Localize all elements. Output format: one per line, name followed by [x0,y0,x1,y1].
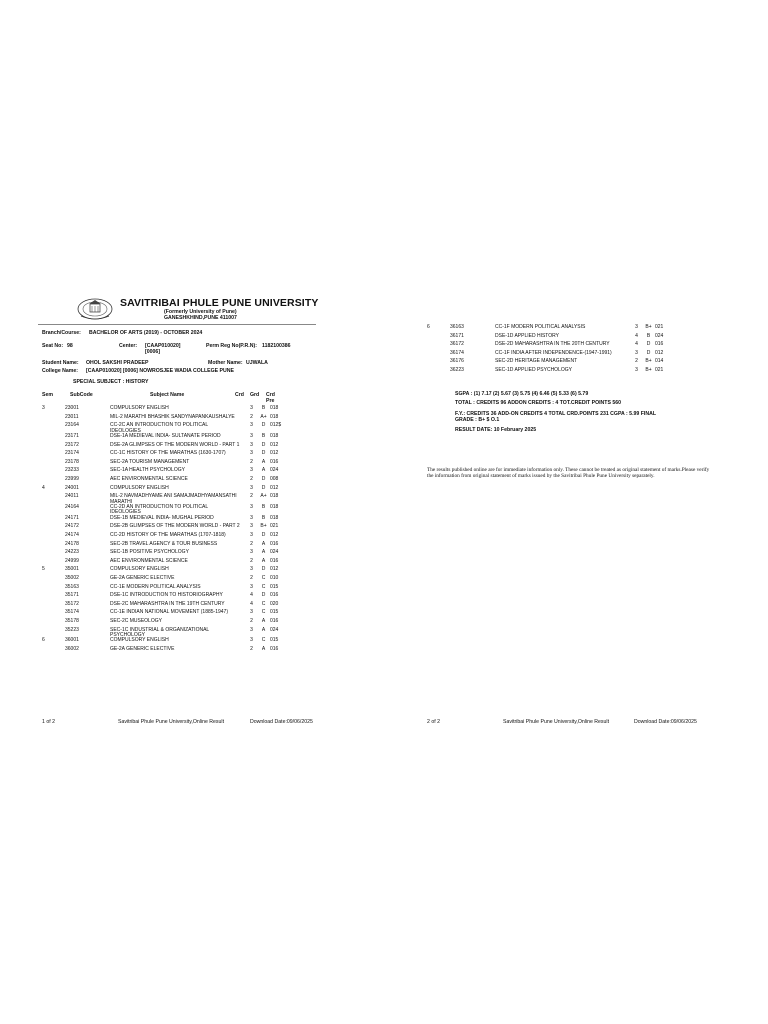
credit-points-cell: 024 [270,467,279,474]
grade-cell: A [261,549,266,556]
grade-cell: B [261,514,266,521]
col-crdpre-2: Pre [266,397,275,404]
grade-cell: B [261,405,266,411]
subject-code-cell: 24174 [65,531,79,538]
subject-name-cell: SEC-1B POSITIVE PSYCHOLOGY [110,549,189,556]
credit-points-cell: 015 [270,583,279,590]
mother-value: UJWALA [246,360,268,366]
marks-table-page-2 [427,325,669,377]
subject-code-cell: 23174 [65,450,79,457]
semester-cell [42,477,65,486]
credit-points-cell: 021 [270,523,279,530]
credits-cell: 3 [250,450,253,457]
university-subtitle [164,309,237,321]
grade-cell: D [261,475,266,482]
subject-name-cell: CC-2D AN INTRODUCTION TO POLITICAL IDEOLOGIES [110,503,208,516]
credit-points-cell: 012 [270,566,279,573]
credit-points-cell: 010 [270,574,279,581]
col-sem: Sem [42,392,53,398]
prn-value: 1182100386 [262,343,291,349]
subject-code-cell: 24011 [65,493,79,500]
student-value: OHOL SAKSHI PRADEEP [86,360,149,366]
credits-cell: 3 [250,549,253,556]
university-name: SAVITRIBAI PHULE PUNE UNIVERSITY [120,297,319,309]
semester-cell [42,628,65,639]
grade-cell: D [261,592,266,599]
credits-cell: 2 [250,645,253,652]
semester-cell [42,610,65,619]
total-credits-line: TOTAL : CREDITS 96 ADDON CREDITS : 4 TOT.CREDIT POINTS 560 [455,400,622,406]
credit-points-cell: 018 [270,493,279,500]
center-value: [CAAP010020] [145,343,181,349]
university-formerly: (Formerly University of Pune) [164,309,237,315]
grade-cell: A+ [260,413,267,420]
subject-name-cell: CC-1E INDIAN NATIONAL MOVEMENT (1885-1947) [110,609,228,616]
student-label: Student Name: [42,360,79,366]
grade-cell: A [261,557,266,564]
semester-cell [42,524,65,533]
credits-cell: 3 [250,467,253,474]
footer-page-number: 1 of 2 [42,719,55,725]
subject-name-cell: CC-2C AN INTRODUCTION TO POLITICAL IDEOLOGIES [110,422,208,434]
seat-value: 98 [67,343,73,349]
credits-cell: 2 [250,557,253,564]
subject-code-cell: 23999 [65,475,79,482]
subject-name-cell: DSE-2A GLIMPSES OF THE MODERN WORLD - PART 1 [110,441,240,448]
subject-code-cell: 23172 [65,441,79,448]
subject-name-cell: GE-2A GENERIC ELECTIVE [110,574,175,581]
grade-cell: A [261,458,266,465]
credits-cell: 3 [250,583,253,590]
credits-cell: 2 [250,475,253,482]
university-address: GANESHKHIND,PUNE 411007 [164,315,237,321]
semester-cell [42,550,65,559]
credits-cell: 2 [250,617,253,624]
center-label: Center: [119,343,138,349]
subject-name-cell: COMPULSORY ENGLISH [110,566,169,573]
subject-name-cell: DSE-2B GLIMPSES OF THE MODERN WORLD - PART 2 [110,523,240,530]
grade-cell: B+ [260,523,267,530]
subject-name-cell: AEC ENVIRONMENTAL SCIENCE [110,557,188,564]
credit-points-cell: 016 [270,557,279,564]
table-row [42,647,284,656]
college-value: [CAAP010020] [0006] NOWROSJEE WADIA COLLEGE PUNE [86,368,234,374]
credit-points-cell: 015 [270,637,279,644]
grade-cell: A+ [260,493,267,500]
credit-points-cell: 024 [655,332,664,339]
grade-cell: D [646,341,651,348]
grade-cell: A [261,467,266,474]
grade-cell: A [261,645,266,652]
subject-code-cell: 24001 [65,484,79,491]
subject-name-cell: COMPULSORY ENGLISH [110,637,169,644]
grade-cell: B+ [645,324,652,330]
result-page-2 [384,0,768,1024]
credit-points-cell: 016 [655,341,664,348]
semester-cell [42,593,65,602]
subject-name-cell: DSE-1A MEDIEVAL INDIA- SULTANATE PERIOD [110,433,221,439]
grade-cell: C [261,574,266,581]
col-grd: Grd [250,392,260,398]
credits-cell: 3 [250,609,253,616]
credits-cell: 3 [250,441,253,448]
footer-download-date-2: Download Date:09/06/2025 [634,719,697,725]
col-crdpre [266,393,275,404]
credits-cell: 2 [250,413,253,420]
semester-cell [42,576,65,585]
semester-cell [42,443,65,452]
credit-points-cell: 012$ [270,422,282,429]
credits-cell: 3 [250,566,253,573]
credit-points-cell: 021 [655,366,664,373]
subject-code-cell: 36176 [450,358,464,365]
university-emblem-icon [76,296,114,320]
subject-code-cell: 23001 [65,405,79,411]
grade-cell: A [261,617,266,624]
subject-code-cell: 36174 [450,349,464,356]
semester-cell [42,494,65,505]
branch-label: Branch/Course: [42,330,81,336]
semester-cell [427,351,450,360]
subject-name-cell: DSE-1D APPLIED HISTORY [495,332,560,339]
subject-name-cell: SEC-1C INDUSTRIAL & ORGANIZATIONAL PSYCHOLOGY [110,626,209,638]
subject-code-cell: 24171 [65,514,79,521]
result-date: RESULT DATE: 10 February 2025 [455,427,537,433]
grade-cell: C [261,583,266,590]
grade-cell: B [261,503,266,510]
semester-cell [42,423,65,434]
credit-points-cell: 018 [270,433,279,439]
credits-cell: 4 [635,341,638,348]
grade-cell: A [261,626,266,633]
credit-points-cell: 016 [270,592,279,599]
semester-cell [42,434,65,443]
credits-cell: 2 [250,493,253,500]
subject-name-cell: DSE-1C INTRODUCTION TO HISTORIOGRAPHY [110,592,223,599]
grade-cell: D [261,450,266,457]
grade-cell: B+ [645,358,652,365]
credits-cell: 3 [635,366,638,373]
credit-points-cell: 012 [270,484,279,491]
semester-cell [42,602,65,611]
credits-cell: 3 [250,405,253,411]
grade-cell: D [261,441,266,448]
semester-cell: 5 [42,566,45,573]
subject-code-cell: 36223 [450,366,464,373]
college-label: College Name: [42,368,79,374]
credits-cell: 4 [250,600,253,607]
subject-code-cell: 35172 [65,600,79,607]
credit-points-cell: 014 [655,358,664,365]
semester-cell [42,542,65,551]
credit-points-cell: 012 [270,450,279,457]
credit-points-cell: 018 [270,413,279,420]
semester-cell [42,559,65,568]
subject-code-cell: 36172 [450,341,464,348]
subject-name-cell: CC-1C HISTORY OF THE MARATHAS (1630-1707) [110,450,226,457]
credits-cell: 3 [250,626,253,633]
semester-cell [42,516,65,525]
subject-code-cell: 36001 [65,637,79,644]
subject-name-cell: SEC-1A HEALTH PSYCHOLOGY [110,467,185,474]
credit-points-cell: 016 [270,645,279,652]
credits-cell: 3 [250,422,253,429]
credit-points-cell: 018 [270,503,279,510]
credits-cell: 3 [250,433,253,439]
credit-points-cell: 012 [270,441,279,448]
grade-cell: C [261,609,266,616]
semester-cell: 6 [42,637,45,644]
subject-code-cell: 23178 [65,458,79,465]
credit-points-cell: 008 [270,475,279,482]
credits-cell: 3 [635,324,638,330]
subject-name-cell: MIL-2 NAVMADHYAME ANI SAMAJMADHYAMANSATHI MARATHI [110,493,237,505]
subject-code-cell: 35171 [65,592,79,599]
credit-points-cell: 016 [270,458,279,465]
subject-name-cell: SEC-2C MUSEOLOGY [110,617,162,624]
credit-points-cell: 012 [270,531,279,538]
subject-code-cell: 24999 [65,557,79,564]
grade-cell: D [261,531,266,538]
semester-cell: 4 [42,484,45,491]
grade-cell: D [646,349,651,356]
col-subject: Subject Name [150,392,185,398]
branch-value: BACHELOR OF ARTS (2019) - OCTOBER 2024 [89,330,203,336]
subject-code-cell: 35223 [65,626,79,633]
subject-name-cell: AEC ENVIRONMENTAL SCIENCE [110,475,188,482]
subject-code-cell: 23011 [65,413,79,420]
credits-cell: 2 [635,358,638,365]
credit-points-cell: 016 [270,540,279,547]
subject-code-cell: 36163 [450,324,464,330]
credit-points-cell: 015 [270,609,279,616]
grade-cell: B+ [645,366,652,373]
subject-code-cell: 35174 [65,609,79,616]
subject-name-cell: SEC-2A TOURISM MANAGEMENT [110,458,190,465]
credits-cell: 4 [250,592,253,599]
semester-cell [42,468,65,477]
semester-cell [427,342,450,351]
subject-name-cell: COMPULSORY ENGLISH [110,484,169,491]
credits-cell: 3 [250,523,253,530]
prn-label: Perm Reg No(P.R.N): [206,343,257,349]
footer-download-date: Download Date:09/06/2025 [250,719,313,725]
semester-cell: 6 [427,324,430,330]
credits-cell: 4 [635,332,638,339]
disclaimer-notice: The results published online are for immediate information only. These cannot be treated as original statement of marks.Please verify the information from original statement of marks issued by the Savitribai Phule Pune University separately. [427,467,710,479]
subject-code-cell: 24164 [65,503,79,510]
subject-name-cell: SEC-2B TRAVEL AGENCY & TOUR BUSINESS [110,540,218,547]
subject-code-cell: 35002 [65,574,79,581]
credits-cell: 3 [635,349,638,356]
subject-name-cell: COMPULSORY ENGLISH [110,405,169,411]
semester-cell [42,585,65,594]
subject-name-cell: GE-2A GENERIC ELECTIVE [110,645,175,652]
semester-cell [42,415,65,424]
semester-cell [427,359,450,368]
semester-cell [427,334,450,343]
fy-credits-line: F.Y.: CREDITS 36 ADD-ON CREDITS 4 TOTAL CRD.POINTS 231 CGPA : 5.99 FINAL [455,411,656,417]
final-grade-line: GRADE : B+ $ O.1 [455,417,500,423]
subject-name-cell: DSE-2D MAHARASHTRA IN THE 20TH CENTURY [495,341,610,348]
semester-cell [427,368,450,377]
credits-cell: 3 [250,484,253,491]
subject-name-cell: MIL-2 MARATHI BHASHIK SANDYNAPANKAUSHALYE [110,413,235,420]
credits-cell: 3 [250,531,253,538]
credits-cell: 2 [250,574,253,581]
grade-cell: C [261,600,266,607]
table-row [427,368,669,377]
subject-code-cell: 35001 [65,566,79,573]
grade-cell: A [261,540,266,547]
credits-cell: 3 [250,514,253,521]
credits-cell: 3 [250,503,253,510]
semester-cell [42,647,65,656]
subject-code-cell: 35178 [65,617,79,624]
subject-code-cell: 35163 [65,583,79,590]
subject-code-cell: 24223 [65,549,79,556]
grade-cell: B [646,332,651,339]
subject-code-cell: 24172 [65,523,79,530]
grade-cell: D [261,566,266,573]
semester-cell [42,451,65,460]
credit-points-cell: 018 [270,514,279,521]
subject-code-cell: 24178 [65,540,79,547]
col-crd: Crd [235,392,244,398]
credit-points-cell: 021 [655,324,664,330]
subject-code-cell: 23171 [65,433,79,439]
header-divider [38,324,316,325]
semester-cell [42,533,65,542]
special-subject: SPECIAL SUBJECT : HISTORY [73,379,149,385]
subject-name-cell: CC-2D HISTORY OF THE MARATHAS (1707-1818) [110,531,226,538]
credit-points-cell: 024 [270,626,279,633]
grade-cell: C [261,637,266,644]
mother-label: Mother Name: [208,360,243,366]
grade-cell: B [261,433,266,439]
credit-points-cell: 016 [270,617,279,624]
semester-cell: 3 [42,405,45,411]
semester-cell [42,505,65,516]
credit-points-cell: 018 [270,405,279,411]
subject-name-cell: DSE-2C MAHARASHTRA IN THE 19TH CENTURY [110,600,225,607]
credit-points-cell: 020 [270,600,279,607]
credits-cell: 3 [250,637,253,644]
marks-table-page-1 [42,406,284,656]
col-subcode: SubCode [70,392,93,398]
subject-name-cell: CC-1F INDIA AFTER INDEPENDENCE-(1947-1991) [495,349,612,356]
subject-code-cell: 23164 [65,422,79,429]
center-value-2: [0006] [145,349,160,355]
subject-name-cell: CC-1F MODERN POLITICAL ANALYSIS [495,324,586,330]
subject-name-cell: CC-1E MODERN POLITICAL ANALYSIS [110,583,201,590]
subject-name-cell: SEC-2D HERITAGE MANAGEMENT [495,358,578,365]
subject-code-cell: 36002 [65,645,79,652]
footer-site: Savitribai Phule Pune University,Online Result [118,719,225,725]
footer-page-number-2: 2 of 2 [427,719,440,725]
subject-name-cell: DSE-1B MEDIEVAL INDIA- MUGHAL PERIOD [110,514,214,521]
semester-cell [42,619,65,628]
sgpa-line: SGPA : (1) 7.17 (2) 5.67 (3) 5.75 (4) 6.46 (5) 5.33 (6) 5.79 [455,391,589,397]
credits-cell: 2 [250,540,253,547]
grade-cell: D [261,484,266,491]
subject-name-cell: SEC-1D APPLIED PSYCHOLOGY [495,366,572,373]
subject-code-cell: 36171 [450,332,464,339]
seat-label: Seat No: [42,343,64,349]
credits-cell: 2 [250,458,253,465]
col-crdpre-1: Crd [266,392,275,398]
credit-points-cell: 012 [655,349,664,356]
grade-cell: D [261,422,266,429]
semester-cell [42,460,65,469]
credit-points-cell: 024 [270,549,279,556]
footer-site-2: Savitribai Phule Pune University,Online Result [503,719,610,725]
subject-code-cell: 23233 [65,467,79,474]
